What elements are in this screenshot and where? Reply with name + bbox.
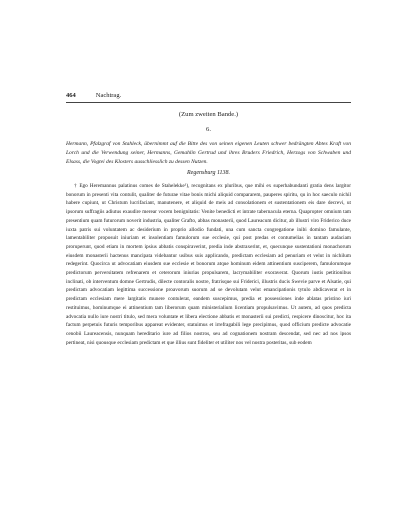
charter-text: † Ego Heremannus palatinus comes de Stahelekke¹), recognitans ex pluribus, que mihi ex superhabundanti gratia dens largitor bonorum in presenti vita contulit, qualiter de futurae vitae bonis michi aliquid compararem, pauperes spiritu, qu in hoc saeculo nichil habere cupiunt, ut Christum lucrifaciant, manutenere, et aliquid de meis ad consolationem et sustentationem eis dare decrevi, ut ipsorum suffragiis adiutus exaudire merear vocem benignitatis: Venite benedicti et intrate tabernacula eterna. Quapropter omnium tam presentium quam futurorum noverit industria, qualiter Grafto, abbas monasterii, quod Laureacum dicitur, ab illustri viro Friderico duce iuxta patris sui voluntatem ac desiderium in proprio allodio fundati, una cum sancta congregatione inibi domino famulante, lamentabiliter proposuit iniuriam et insolentiam famulorum sue ecclesie, qui post predas et contumelias in tantam audaciam proruperunt, quod etiam in mortem ipsius abbatis conspiraverint, predia inde abstraxerint, et, quecunque sustentationi monachorum eiusdem monasterii hactenus mancipata videbantur usibus suis applicando, predictam ecclesiam ad penuriam et velut in nichilum redegerint. Quocirca ut advocatiam eiusdem sue ecclesie et bonorum atque hominum eidem attinentium susciperem, famulorumque predictorum perversitatem refrenarem et ceterorum iniurias propulsarem, lacrymabiliter exoraverat. Quorum iustis petitionibus inclinati, ob interventum domne Gertrudis, dilecte contoralis nostre, fratrisque sui Friderici, illustris ducis Swevie parve et Alsatie, qui predictam advocatiam legittima successione proavorum suorum ad se devolutam velut emancipationis tytulo abdicaverat et in predictam ecclesiam mere largitatis munere contulerat, eandem suscepimus, predia et possessiones inde ablatas pristino iuri restituimus, hominumque ei attinentium tam liberorum quam ministerialium licentiam propulsavimus. Ut autem, ad quos predicta advocatia nullo iure nostri titulo, sed mera voluntate et libera electione abbatis et monasterii sui predicti, respicere dinoscitur, hoc ita factum perpetuis futuris temporibus appareat evidenter, statuimus et irrefragabili lege precipimus, quod officium predicte advocatie cenobii Laureacensis, nunquam hereditario iure ad filios nostros, seu ad cognationem nostram descendat, sed nec ad nos ipsos pertineat, nisi quousque ecclesiam predictam et que illius sunt fideliter et utiliter nos vel nostra posteritas, sub eodem [66, 183, 351, 346]
page-header [66, 89, 348, 101]
header-rule [66, 102, 351, 103]
page-number: 464 [66, 91, 76, 99]
document-date: Regensburg 1138. [187, 170, 230, 176]
running-head: Nachtrag. [95, 91, 122, 99]
section-note: (Zum zweiten Bande.) [178, 111, 239, 118]
regest-summary: Hermann, Pfalzgraf von Stahleck, übernimmt auf die Bitte des von seinen eigenen Leuten schwer bedrängten Abtes Kraft von Lorch und die Verwendung seiner, Hermanns, Gemahlin Gertrud und ihres Bruders Friedrich, Herzogs von Schwaben und Elsass, die Vogtei des Klosters ausschliesslich zu dessen Nutzen. [66, 141, 351, 165]
document-number: 6. [206, 126, 211, 133]
